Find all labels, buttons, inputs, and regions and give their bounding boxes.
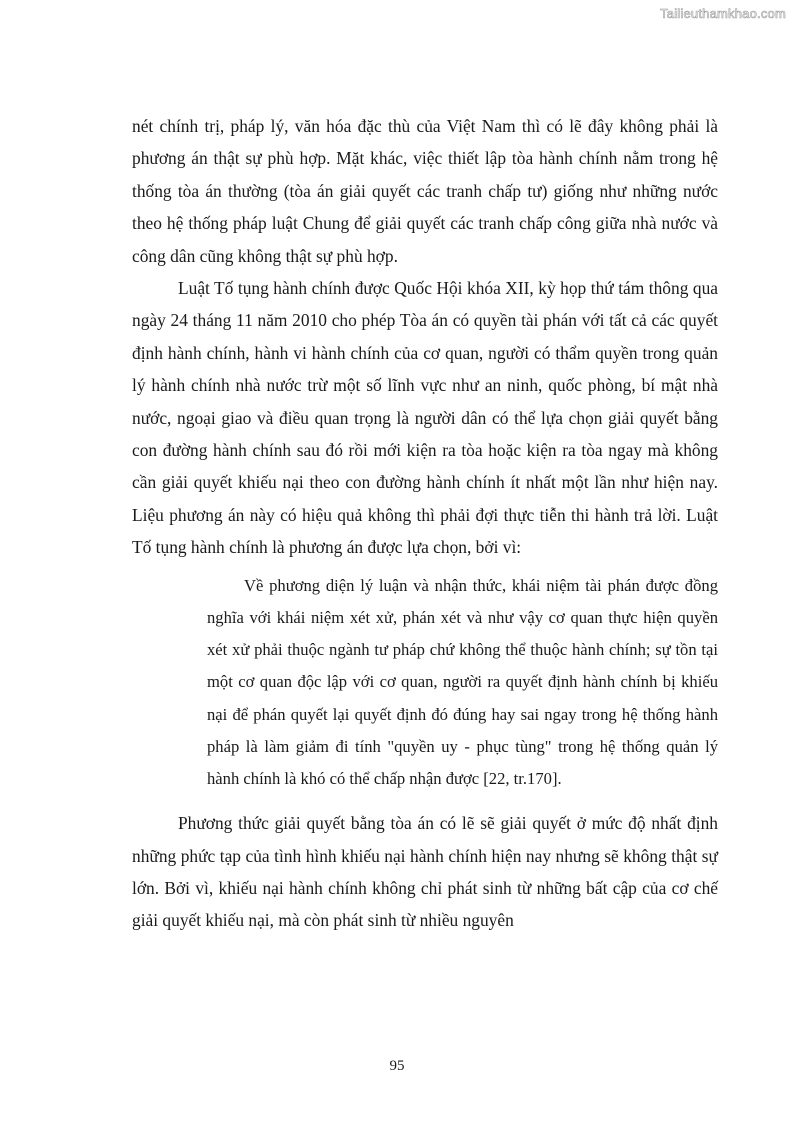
watermark-text: Tailieuthamkhao.com [660,6,786,21]
paragraph-closing: Phương thức giải quyết bằng tòa án có lẽ sẽ giải quyết ở mức độ nhất định những phức tạp của tình hình khiếu nại hành chính hiện nay nhưng sẽ không thật sự lớn. Bởi vì, khiếu nại hành chính không chỉ phát sinh từ những bất cập của cơ chế giải quyết khiếu nại, mà còn phát sinh từ nhiều nguyên [132,813,718,931]
block-quote: Về phương diện lý luận và nhận thức, khái niệm tài phán được đồng nghĩa với khái niệm xét xử, phán xét và như vậy cơ quan thực hiện quyền xét xử phải thuộc ngành tư pháp chứ không thể thuộc hành chính; sự tồn tại một cơ quan độc lập với cơ quan, người ra quyết định hành chính bị khiếu nại để phán quyết lại quyết định đó đúng hay sai ngay trong hệ thống hành pháp là làm giảm đi tính "quyền uy - phục tùng" trong hệ thống quản lý hành chính là khó có thể chấp nhận được [22, tr.170]. [207,575,718,788]
page-body [132,110,718,937]
paragraph-continuation: nét chính trị, pháp lý, văn hóa đặc thù của Việt Nam thì có lẽ đây không phải là phương án thật sự phù hợp. Mặt khác, việc thiết lập tòa hành chính nằm trong hệ thống tòa án thường (tòa án giải quyết các tranh chấp tư) giống như những nước theo hệ thống pháp luật Chung để giải quyết các tranh chấp công giữa nhà nước và công dân cũng không thật sự phù hợp. [132,116,718,266]
page-number: 95 [389,1058,405,1074]
paragraph-law-description: Luật Tố tụng hành chính được Quốc Hội khóa XII, kỳ họp thứ tám thông qua ngày 24 tháng 11 năm 2010 cho phép Tòa án có quyền tài phán với tất cả các quyết định hành chính, hành vi hành chính của cơ quan, người có thẩm quyền trong quản lý hành chính nhà nước trừ một số lĩnh vực như an ninh, quốc phòng, bí mật nhà nước, ngoại giao và điều quan trọng là người dân có thể lựa chọn giải quyết bằng con đường hành chính sau đó rồi mới kiện ra tòa hoặc kiện ra tòa ngay mà không cần giải quyết khiếu nại theo con đường hành chính ít nhất một lần như hiện nay. Liệu phương án này có hiệu quả không thì phải đợi thực tiễn thi hành trả lời. Luật Tố tụng hành chính là phương án được lựa chọn, bởi vì: [132,278,718,558]
